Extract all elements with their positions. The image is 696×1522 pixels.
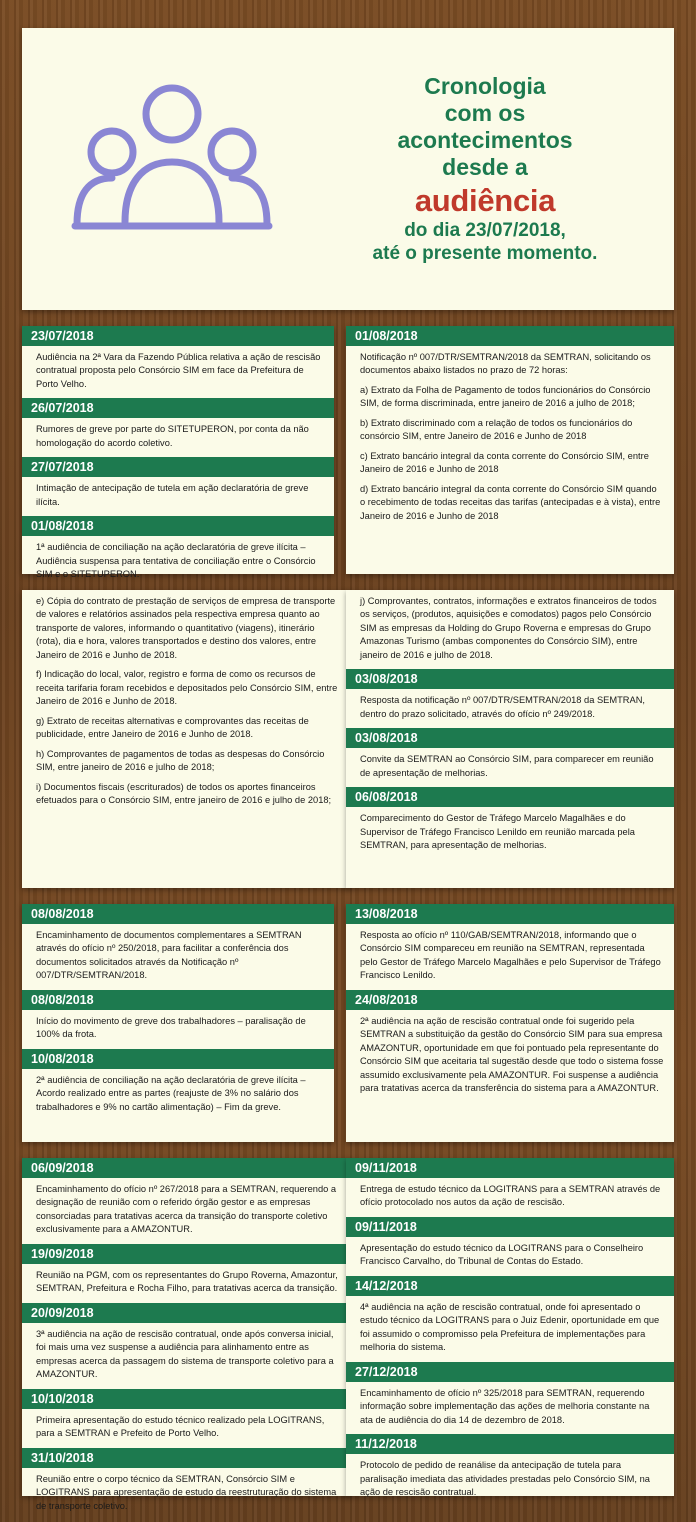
timeline-paragraph: Apresentação do estudo técnico da LOGITRANS para o Conselheiro Francisco Carvalho, do Tribunal de Contas do Estado. [360, 1242, 644, 1267]
timeline-entry-text [346, 748, 674, 787]
timeline-panel-2-right [346, 590, 674, 888]
timeline-paragraph: b) Extrato discriminado com a relação de todos os funcionários do consórcio SIM, entre Janeiro de 2016 e Junho de 2018 [360, 417, 633, 442]
timeline-panel-3-right [346, 904, 674, 1142]
entries-container [346, 590, 674, 860]
timeline-entry-text [22, 1178, 350, 1244]
timeline-paragraph: Encaminhamento do ofício nº 267/2018 para a SEMTRAN, requerendo a designação de reunião com o referido órgão gestor e as empresas consorciadas para tratativas acerca da transição do transporte coletivo exclusivamente para a AMAZONTUR. [36, 1184, 337, 1235]
header-line-6: até o presente momento. [372, 242, 598, 264]
timeline-entry-text [22, 1264, 350, 1303]
entries-container [346, 326, 674, 530]
entries-container [22, 590, 350, 815]
entries-container [22, 1158, 350, 1520]
timeline-date-bar: 01/08/2018 [22, 516, 334, 536]
timeline-paragraph: Reunião entre o corpo técnico da SEMTRAN, Consórcio SIM e LOGITRANS para apresentação de estudo da reestruturação do sistema de transporte coletivo. [36, 1473, 337, 1511]
timeline-panel-1-left [22, 326, 334, 580]
timeline-date-bar: 08/08/2018 [22, 990, 334, 1010]
timeline-paragraph: g) Extrato de receitas alternativas e comprovantes das receitas de publicidade, entre Janeiro de 2016 e Junho de 2018. [36, 715, 309, 740]
timeline-date-bar: 26/07/2018 [22, 398, 334, 418]
timeline-entry-text [346, 1454, 674, 1506]
timeline-entry-text [22, 418, 334, 457]
header-line-5: do dia 23/07/2018, [404, 220, 566, 242]
timeline-paragraph: Encaminhamento de documentos complementares a SEMTRAN através do ofício nº 250/2018, para facilitar a conferência dos documentos solicitados através da Notificação nº 007/DTR/SEMTRAN/2018. [36, 930, 302, 981]
entries-container [22, 904, 334, 1121]
timeline-date-bar: 08/08/2018 [22, 904, 334, 924]
timeline-date-bar: 27/07/2018 [22, 457, 334, 477]
timeline-entry-text [22, 924, 334, 990]
timeline-entry-text [346, 1178, 674, 1217]
timeline-date-bar: 06/08/2018 [346, 787, 674, 807]
entries-container [346, 904, 674, 1103]
timeline-paragraph: Entrega de estudo técnico da LOGITRANS para a SEMTRAN através de ofício protocolado nos autos da ação de rescisão. [360, 1184, 661, 1208]
timeline-paragraph: d) Extrato bancário integral da conta corrente do Consórcio SIM quando o recebimento de todas receitas das tarifas (antecipadas e à vista), entre Janeiro de 2016 e Junho de 2018 [360, 483, 661, 521]
timeline-entry-text [22, 590, 350, 815]
timeline-paragraph: Rumores de greve por parte do SITETUPERON, por conta da não homologação do acordo coletivo. [36, 424, 309, 448]
timeline-date-bar: 20/09/2018 [22, 1303, 350, 1323]
header-title [322, 73, 674, 265]
timeline-date-bar: 19/09/2018 [22, 1244, 350, 1264]
timeline-paragraph: Resposta ao ofício nº 110/GAB/SEMTRAN/2018, informando que o Consórcio SIM compareceu em reunião na SEMTRAN, representada pelo Gestor de Tráfego Marcelo Magalhães e pelo Supervisor de Tráfego Francisco Lenildo. [360, 930, 661, 981]
timeline-date-bar: 03/08/2018 [346, 728, 674, 748]
timeline-paragraph: f) Indicação do local, valor, registro e forma de como os recursos de receita tarifaria foram recebidos e depositados pelo Consórcio SIM, entre Janeiro de 2016 e Junho de 2018. [36, 669, 338, 707]
timeline-paragraph: 3ª audiência na ação de rescisão contratual, onde após conversa inicial, foi mais uma vez suspense a audiência para alinhamento entre as empresas acerca da passagem do sistema de transporte coletivo para a AMAZONTUR. [36, 1328, 334, 1380]
timeline-paragraph: Comparecimento do Gestor de Tráfego Marcelo Magalhães e do Supervisor de Tráfego Francisco Lenildo em reunião marcada pela SEMTRAN, para apresentação de melhorias. [360, 813, 635, 851]
timeline-date-bar: 24/08/2018 [346, 990, 674, 1010]
timeline-entry-text [22, 536, 334, 588]
timeline-paragraph: 1ª audiência de conciliação na ação declaratória de greve ilícita – Audiência suspensa para tentativa de conciliação entre o Consórcio SIM e o SITETUPERON. [36, 542, 316, 580]
timeline-paragraph: Protocolo de pedido de reanálise da antecipação de tutela para paralisação imediata das atividades prestadas pelo Consórcio SIM, na ação de rescisão contratual. [360, 1460, 650, 1498]
timeline-date-bar: 01/08/2018 [346, 326, 674, 346]
timeline-paragraph: Audiência na 2ª Vara da Fazendo Pública relativa a ação de rescisão contratual proposta pelo Consórcio SIM em face da Prefeitura de Porto Velho. [36, 352, 321, 389]
timeline-entry-text [346, 807, 674, 859]
timeline-paragraph: Reunião na PGM, com os representantes do Grupo Roverna, Amazontur, SEMTRAN, Prefeitura e Rocha Filho, para tratativas acerca da transição. [36, 1269, 338, 1294]
timeline-entry-text [346, 1010, 674, 1103]
timeline-date-bar: 14/12/2018 [346, 1276, 674, 1296]
timeline-entry-text [346, 689, 674, 728]
timeline-date-bar: 03/08/2018 [346, 669, 674, 689]
timeline-paragraph: j) Comprovantes, contratos, informações e extratos financeiros de todos os serviços, (produtos, aquisições e comodatos) pagos pelo Consórcio SIM as empresas da Holding do Grupo Roverna e empresas do Grupo Amazonas Turismo (ambas componentes do Consórcio SIM), entre janeiro de 2016 e julho de 2018. [360, 596, 657, 660]
timeline-paragraph: Resposta da notificação nº 007/DTR/SEMTRAN/2018 da SEMTRAN, dentro do prazo solicitado, através do ofício nº 249/2018. [360, 695, 646, 719]
timeline-panel-4-left [22, 1158, 350, 1511]
header-highlight: audiência [414, 182, 556, 218]
header-line-1: Cronologia [424, 73, 546, 100]
timeline-paragraph: a) Extrato da Folha de Pagamento de todos funcionários do Consórcio SIM, de forma discriminada, entre janeiro de 2016 a julho de 2018; [360, 384, 651, 409]
header-panel [22, 28, 674, 310]
timeline-panel-4-right [346, 1158, 674, 1496]
entries-container [22, 326, 334, 589]
timeline-paragraph: Convite da SEMTRAN ao Consórcio SIM, para comparecer em reunião de apresentação de melhorias. [360, 754, 654, 778]
timeline-entry-text [346, 924, 674, 990]
timeline-entry-text [346, 1382, 674, 1434]
timeline-date-bar: 10/10/2018 [22, 1389, 350, 1409]
timeline-entry-text [22, 1409, 350, 1448]
timeline-paragraph: 2ª audiência na ação de rescisão contratual onde foi sugerido pela SEMTRAN a substituição da gestão do Consórcio SIM para sua empresa AMAZONTUR, oportunidade em que foi pontuado pela representante do Consórcio SIM que aceitaria tal sugestão desde que todo o sistema fosse assumido exclusivamente pela AMAZONTUR. Foi suspense a audiência para tratativas acerca da transferência do sistema para a AMAZONTUR. [360, 1015, 664, 1094]
timeline-date-bar: 31/10/2018 [22, 1448, 350, 1468]
timeline-paragraph: Notificação nº 007/DTR/SEMTRAN/2018 da SEMTRAN, solicitando os documentos abaixo listados no prazo de 72 horas: [360, 352, 651, 376]
timeline-paragraph: Intimação de antecipação de tutela em ação declaratória de greve ilícita. [36, 483, 309, 507]
header-line-4: desde a [442, 154, 528, 181]
timeline-entry-text [22, 1468, 350, 1520]
timeline-date-bar: 11/12/2018 [346, 1434, 674, 1454]
timeline-paragraph: Encaminhamento de ofício nº 325/2018 para SEMTRAN, requerendo informação sobre implementação das ações de melhoria constante na ata de audiência do dia 14 de dezembro de 2018. [360, 1387, 650, 1425]
timeline-paragraph: h) Comprovantes de pagamentos de todas as despesas do Consórcio SIM, entre janeiro de 2016 e julho de 2018; [36, 748, 325, 773]
timeline-paragraph: Primeira apresentação do estudo técnico realizado pela LOGITRANS, para a SEMTRAN e Prefeito de Porto Velho. [36, 1414, 325, 1439]
timeline-entry-text [22, 1069, 334, 1121]
timeline-date-bar: 06/09/2018 [22, 1158, 350, 1178]
timeline-paragraph: c) Extrato bancário integral da conta corrente do Consórcio SIM, entre Janeiro de 2016 e Junho de 2018 [360, 450, 649, 475]
header-line-3: acontecimentos [397, 127, 573, 154]
timeline-panel-2-left [22, 590, 350, 888]
timeline-paragraph: Início do movimento de greve dos trabalhadores – paralisação de 100% da frota. [36, 1015, 306, 1040]
entries-container [346, 1158, 674, 1507]
timeline-entry-text [22, 346, 334, 398]
timeline-date-bar: 13/08/2018 [346, 904, 674, 924]
timeline-panel-1-right [346, 326, 674, 574]
timeline-entry-text [22, 477, 334, 516]
timeline-date-bar: 09/11/2018 [346, 1158, 674, 1178]
timeline-entry-text [346, 1296, 674, 1362]
timeline-paragraph: 4ª audiência na ação de rescisão contratual, onde foi apresentado o estudo técnico da LOGITRANS para o Juiz Edenir, oportunidade em que foi assumido o compromisso pela Prefeitura de implementações para melhoria do sistema. [360, 1301, 660, 1353]
timeline-entry-text [346, 1237, 674, 1276]
header-line-2: com os [444, 100, 526, 127]
timeline-entry-text [346, 590, 674, 669]
timeline-paragraph: i) Documentos fiscais (escriturados) de todos os aportes financeiros efetuados para o Consórcio SIM, entre janeiro de 2016 e julho de 2018; [36, 781, 332, 806]
timeline-date-bar: 09/11/2018 [346, 1217, 674, 1237]
people-group-icon [22, 28, 322, 310]
timeline-entry-text [22, 1010, 334, 1049]
timeline-date-bar: 10/08/2018 [22, 1049, 334, 1069]
timeline-paragraph: e) Cópia do contrato de prestação de serviços de empresa de transporte de valores e relatórios assinados pela respectiva empresa quanto ao transporte de valores, informando o quantitativo (viagens), itinerário (rota), dia e hora, valores transportados e destino dos valores, entre Janeiro de 2016 e Junho de 2018. [36, 596, 336, 660]
timeline-date-bar: 27/12/2018 [346, 1362, 674, 1382]
timeline-entry-text [22, 1323, 350, 1389]
timeline-paragraph: 2ª audiência de conciliação na ação declaratória de greve ilícita – Acordo realizado entre as partes (reajuste de 3% no salário dos trabalhadores e 9% no cartão alimentação) – Fim da greve. [36, 1074, 306, 1112]
timeline-date-bar: 23/07/2018 [22, 326, 334, 346]
timeline-entry-text [346, 346, 674, 530]
timeline-panel-3-left [22, 904, 334, 1142]
